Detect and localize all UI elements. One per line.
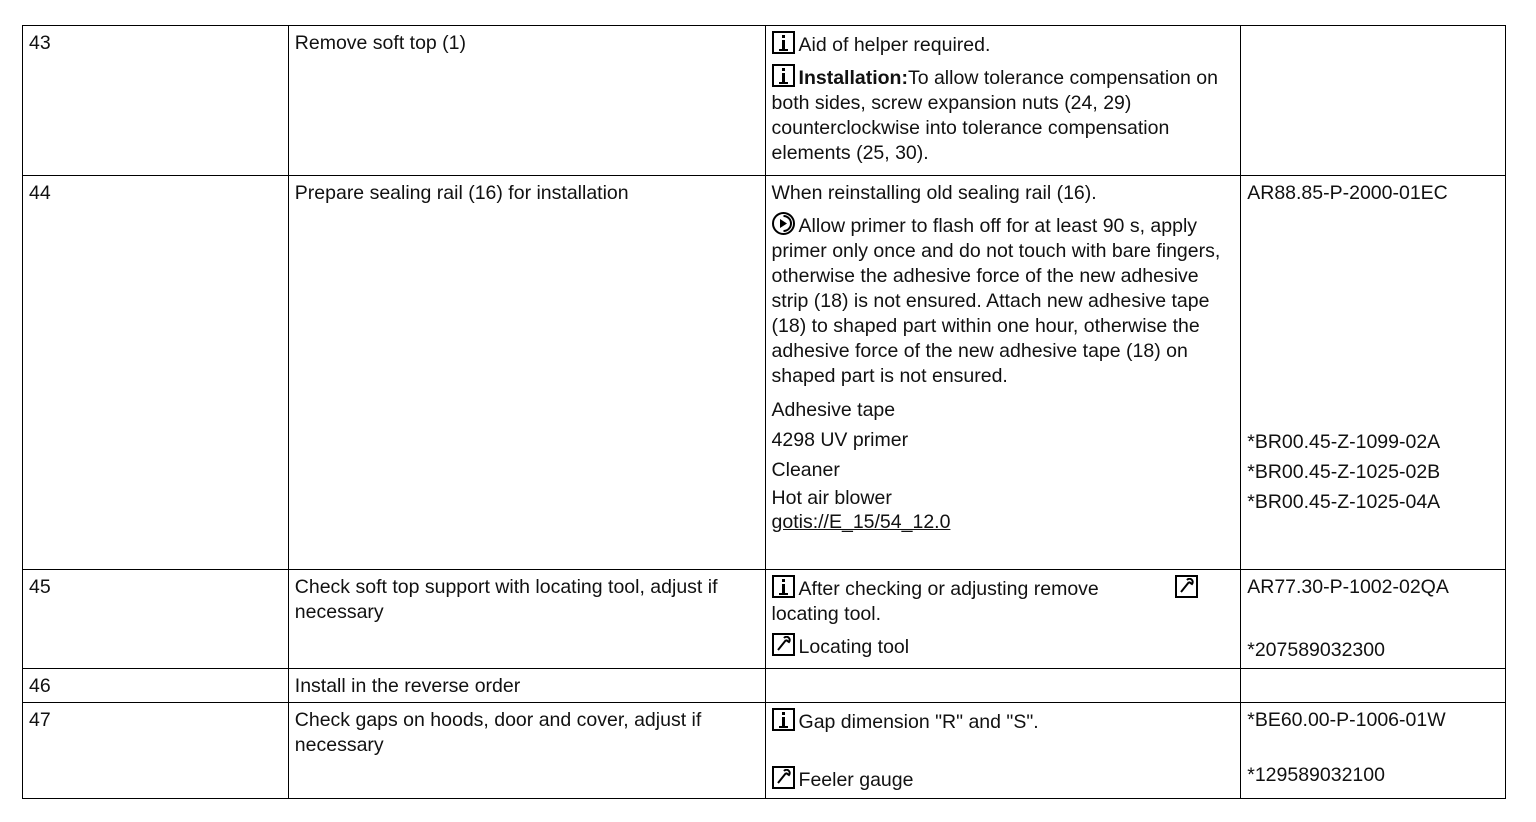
note-text: Gap dimension "R" and "S". [798, 711, 1039, 733]
info-icon [772, 575, 795, 598]
note-text: Allow primer to flash off for at least 90 s, apply primer only once and do not touch with bare fingers, otherwise the adhesive force of the new adhesive strip (18) is not ensured. Attach new adhesive tape (18) to shaped part within one hour, otherwise the adhesive force of the new adhesive tape (18) on shaped part is not ensured. [771, 215, 1221, 387]
special-tool-icon [1175, 575, 1198, 598]
table-row [23, 703, 1506, 799]
note [772, 31, 1235, 58]
reference-id[interactable]: AR88.85-P-2000-01EC [1247, 182, 1448, 204]
references-cell [1241, 703, 1506, 799]
reference-id[interactable]: *BR00.45-Z-1025-04A [1247, 491, 1441, 513]
tool-name: Locating tool [798, 636, 910, 658]
gotis-link[interactable]: gotis://E_15/54_12.0 [771, 511, 951, 533]
step-number: 47 [23, 703, 289, 799]
reference-id[interactable]: *207589032300 [1247, 639, 1385, 661]
info-icon [772, 64, 795, 87]
table-row [23, 669, 1506, 703]
info-icon [772, 31, 795, 54]
step-description: Install in the reverse order [288, 669, 765, 703]
notes-cell [765, 669, 1241, 703]
clock-icon [772, 212, 795, 235]
step-number: 44 [23, 176, 289, 570]
step-description: Check gaps on hoods, door and cover, adjust if necessary [288, 703, 765, 799]
special-tool-icon [772, 766, 795, 789]
step-description: Check soft top support with locating tool, adjust if necessary [288, 570, 765, 669]
reference-id[interactable]: *BR00.45-Z-1099-02A [1247, 431, 1441, 453]
reference-id[interactable]: AR77.30-P-1002-02QA [1247, 576, 1449, 598]
notes-cell [765, 26, 1241, 176]
references-cell [1241, 669, 1506, 703]
step-number: 45 [23, 570, 289, 669]
note-heading: Installation: [798, 67, 908, 89]
table-row [23, 176, 1506, 570]
info-icon [772, 708, 795, 731]
note [772, 575, 1235, 627]
note [772, 708, 1235, 766]
item-label: Cleaner [771, 459, 840, 481]
step-description: Prepare sealing rail (16) for installation [288, 176, 765, 570]
references-cell [1241, 176, 1506, 570]
notes-cell [765, 176, 1241, 570]
procedure-table [22, 25, 1506, 799]
special-tool-icon [772, 633, 795, 656]
step-number: 43 [23, 26, 289, 176]
tool-name: Feeler gauge [798, 769, 914, 791]
reference-id[interactable]: *BE60.00-P-1006-01W [1247, 709, 1446, 731]
note-intro: When reinstalling old sealing rail (16). [771, 182, 1097, 204]
references-cell [1241, 26, 1506, 176]
references-cell [1241, 570, 1506, 669]
reference-id[interactable]: *129589032100 [1247, 764, 1385, 786]
item-label: 4298 UV primer [771, 429, 909, 451]
note [772, 212, 1235, 389]
item-label: Hot air blower [771, 487, 892, 509]
tool-line [772, 766, 1235, 793]
reference-id[interactable]: *BR00.45-Z-1025-02B [1247, 461, 1441, 483]
note-text: To allow tolerance compensation on both sides, screw expansion nuts (24, 29) counterclockwise into tolerance compensation elements (25, 30). [771, 67, 1218, 164]
notes-cell [765, 570, 1241, 669]
table-row [23, 570, 1506, 669]
note-text: After checking or adjusting remove locating tool. [771, 578, 1099, 625]
step-description: Remove soft top (1) [288, 26, 765, 176]
tool-line [772, 633, 1235, 660]
note [772, 64, 1235, 166]
table-row [23, 26, 1506, 176]
notes-cell [765, 703, 1241, 799]
step-number: 46 [23, 669, 289, 703]
item-label: Adhesive tape [771, 399, 896, 421]
note-text: Aid of helper required. [798, 34, 991, 56]
